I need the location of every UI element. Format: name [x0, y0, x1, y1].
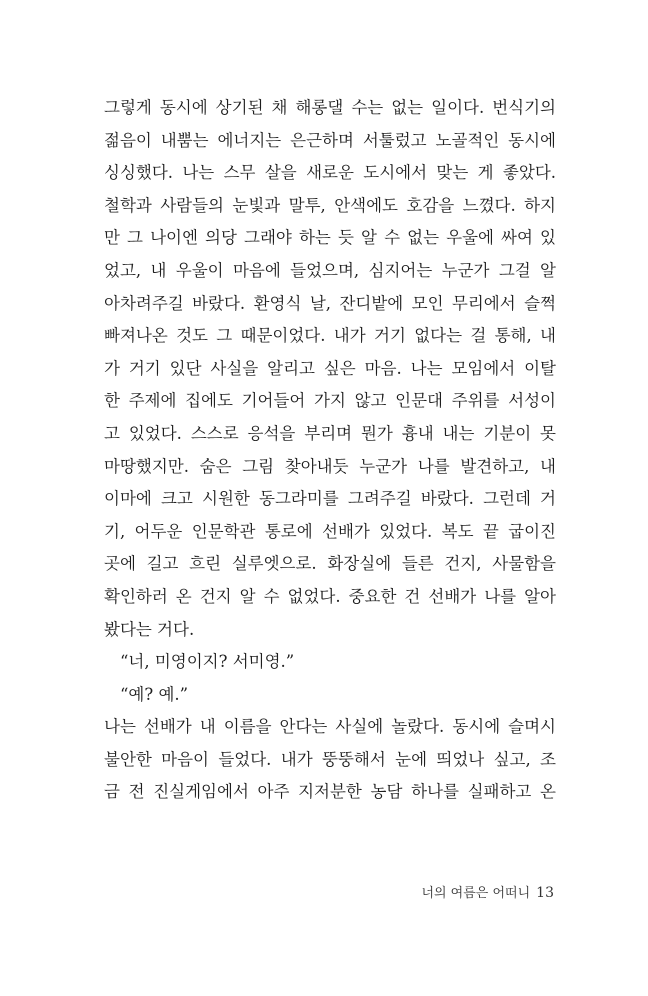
dialogue-line: “너, 미영이지? 서미영.”: [120, 652, 295, 672]
text-line: 젊음이 내뿜는 에너지는 은근하며 서툴렀고 노골적인 동시에: [104, 130, 556, 150]
text-line: 봤다는 거다.: [104, 619, 195, 639]
body-text: [104, 92, 556, 809]
text-line: 나는 선배가 내 이름을 안다는 사실에 놀랐다. 동시에 슬며시: [104, 717, 556, 737]
text-line: 불안한 마음이 들었다. 내가 뚱뚱해서 눈에 띄었나 싶고, 조: [104, 749, 556, 769]
page-number: 13: [536, 885, 554, 901]
dialogue-line: “예? 예.”: [120, 684, 189, 704]
text-line: 마땅했지만. 숨은 그림 찾아내듯 누군가 나를 발견하고, 내: [104, 456, 556, 476]
text-line: 고 있었다. 스스로 응석을 부리며 뭔가 흉내 내는 기분이 못: [104, 423, 556, 443]
text-line: 아차려주길 바랐다. 환영식 날, 잔디밭에 모인 무리에서 슬쩍: [104, 293, 556, 313]
running-title: 너의 여름은 어떠니: [421, 886, 531, 901]
text-line: 금 전 진실게임에서 아주 지저분한 농담 하나를 실패하고 온: [104, 782, 556, 802]
text-line: 싱싱했다. 나는 스무 살을 새로운 도시에서 맞는 게 좋았다.: [104, 163, 556, 183]
text-line: 그렇게 동시에 상기된 채 해롱댈 수는 없는 일이다. 번식기의: [104, 98, 556, 117]
text-line: 기, 어두운 인문학관 통로에 선배가 있었다. 복도 끝 굽이진: [104, 521, 556, 541]
text-line: 이마에 크고 시원한 동그라미를 그려주길 바랐다. 그런데 거: [104, 489, 556, 509]
text-line: 었고, 내 우울이 마음에 들었으며, 심지어는 누군가 그걸 알: [104, 260, 556, 280]
page-footer: [421, 882, 554, 901]
text-line: 빠져나온 것도 그 때문이었다. 내가 거기 없다는 걸 통해, 내: [104, 326, 556, 346]
text-line: 철학과 사람들의 눈빛과 말투, 안색에도 호감을 느꼈다. 하지: [104, 195, 556, 215]
text-line: 곳에 길고 흐린 실루엣으로. 화장실에 들른 건지, 사물함을: [104, 554, 556, 574]
text-line: 가 거기 있단 사실을 알리고 싶은 마음. 나는 모임에서 이탈: [104, 358, 556, 378]
text-line: 확인하러 온 건지 알 수 없었다. 중요한 건 선배가 나를 알아: [104, 586, 556, 606]
text-line: 한 주제에 집에도 기어들어 가지 않고 인문대 주위를 서성이: [104, 391, 556, 411]
text-line: 만 그 나이엔 의당 그래야 하는 듯 알 수 없는 우울에 싸여 있: [104, 228, 556, 248]
